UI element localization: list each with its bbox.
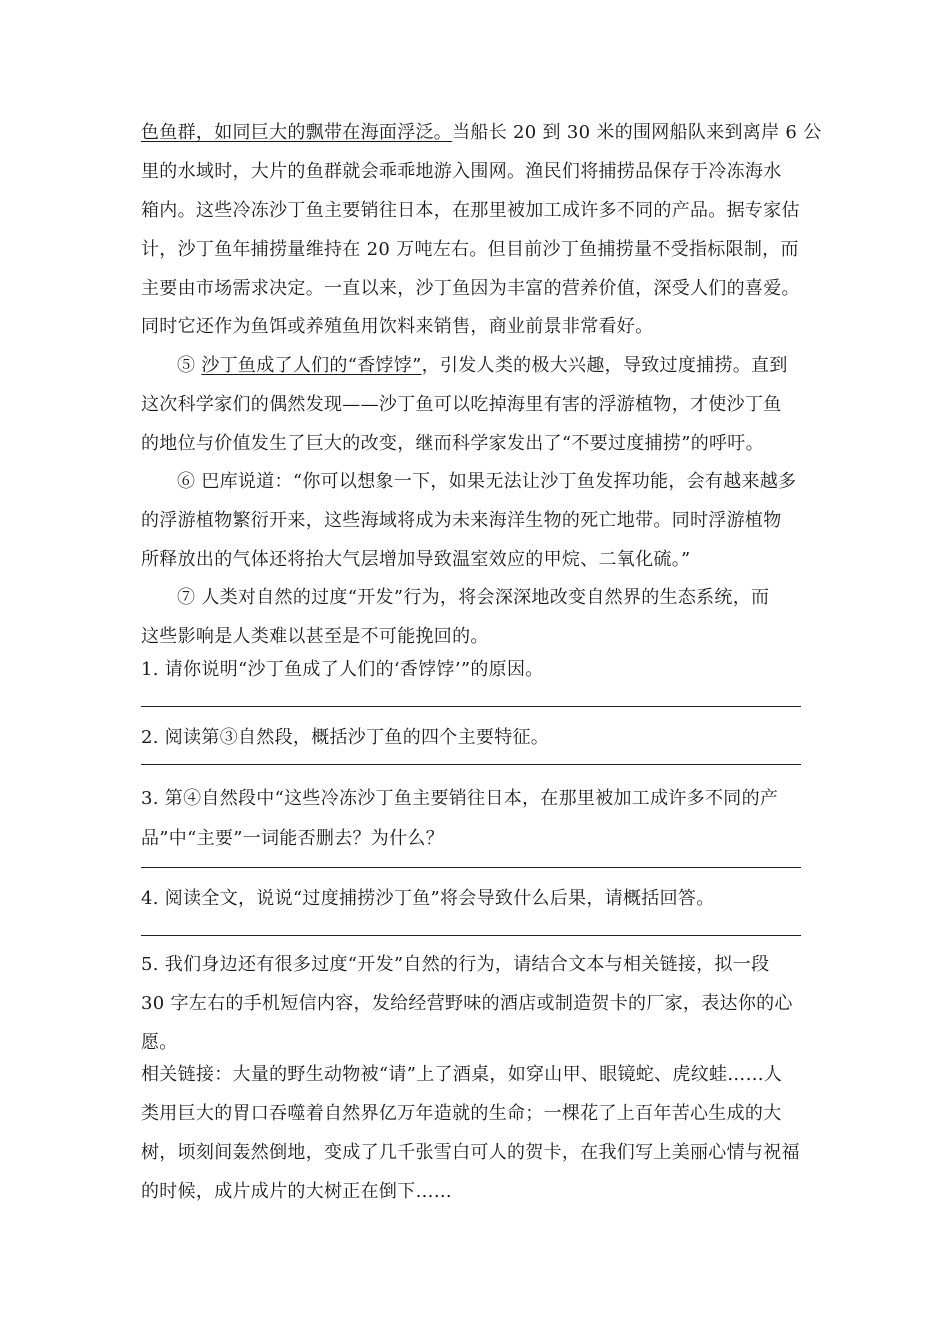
related-link-line: 树，顷刻间轰然倒地，变成了几千张雪白可人的贺卡，在我们写上美丽心情与祝福 — [141, 1142, 800, 1163]
question-3-line: 3. 第④自然段中“这些冷冻沙丁鱼主要销往日本，在那里被加工成许多不同的产 — [141, 788, 779, 809]
paragraph-4-line: 里的水域时，大片的鱼群就会乖乖地游入围网。渔民们将捕捞品保存于冷冻海水 — [141, 161, 782, 182]
answer-line-4[interactable] — [141, 935, 801, 936]
paragraph-4-line: 同时它还作为鱼饵或养殖鱼用饮料来销售，商业前景非常看好。 — [141, 316, 654, 337]
paragraph-6-line: ⑥ 巴库说道：“你可以想象一下，如果无法让沙丁鱼发挥功能，会有越来越多 — [177, 471, 797, 492]
question-5-line: 5. 我们身边还有很多过度“开发”自然的行为，请结合文本与相关链接，拟一段 — [141, 954, 770, 975]
answer-line-1[interactable] — [141, 706, 801, 707]
paragraph-4-line: 主要由市场需求决定。一直以来，沙丁鱼因为丰富的营养价值，深受人们的喜爱。 — [141, 278, 800, 299]
paragraph-5-line: ⑤ 沙丁鱼成了人们的“香饽饽”，引发人类的极大兴趣，导致过度捕捞。直到 — [177, 355, 788, 376]
question-5-line: 30 字左右的手机短信内容，发给经营野味的酒店或制造贺卡的厂家，表达你的心 — [141, 993, 793, 1014]
paragraph-5-line: 的地位与价值发生了巨大的改变，继而科学家发出了“不要过度捕捞”的呼吁。 — [141, 433, 764, 454]
question-5-line: 愿。 — [141, 1032, 178, 1053]
question-4: 4. 阅读全文，说说“过度捕捞沙丁鱼”将会导致什么后果，请概括回答。 — [141, 888, 715, 909]
question-1: 1. 请你说明“沙丁鱼成了人们的‘香饽饽’”的原因。 — [141, 659, 544, 680]
paragraph-4-line: 箱内。这些冷冻沙丁鱼主要销往日本，在那里被加工成许多不同的产品。据专家估 — [141, 200, 800, 221]
underlined-phrase: 沙丁鱼成了人们的“香饽饽” — [201, 355, 422, 376]
question-2: 2. 阅读第③自然段，概括沙丁鱼的四个主要特征。 — [141, 727, 550, 748]
related-link-line: 相关链接：大量的野生动物被“请”上了酒桌，如穿山甲、眼镜蛇、虎纹蛙……人 — [141, 1064, 783, 1085]
question-3-line: 品”中“主要”一词能否删去？为什么？ — [141, 828, 445, 849]
paragraph-7-line: 这些影响是人类难以甚至是不可能挽回的。 — [141, 626, 489, 647]
answer-line-2[interactable] — [141, 764, 801, 765]
paragraph-4-line: 计，沙丁鱼年捕捞量维持在 20 万吨左右。但目前沙丁鱼捕捞量不受指标限制，而 — [141, 239, 799, 260]
paragraph-4-line: 色鱼群，如同巨大的飘带在海面浮泛。当船长 20 到 30 米的围网船队来到离岸 6 公 — [141, 122, 822, 143]
paragraph-6-line: 的浮游植物繁衍开来，这些海域将成为未来海洋生物的死亡地带。同时浮游植物 — [141, 510, 782, 531]
paragraph-5-line: 这次科学家们的偶然发现——沙丁鱼可以吃掉海里有害的浮游植物，才使沙丁鱼 — [141, 394, 782, 415]
related-link-line: 的时候，成片成片的大树正在倒下…… — [141, 1181, 453, 1202]
answer-line-3[interactable] — [141, 867, 801, 868]
related-link-line: 类用巨大的胃口吞噬着自然界亿万年造就的生命；一棵花了上百年苦心生成的大 — [141, 1103, 782, 1124]
paragraph-6-line: 所释放出的气体还将抬大气层增加导致温室效应的甲烷、二氧化硫。” — [141, 549, 691, 570]
underlined-phrase: 色鱼群，如同巨大的飘带在海面浮泛。 — [141, 122, 453, 143]
paragraph-7-line: ⑦ 人类对自然的过度“开发”行为，将会深深地改变自然界的生态系统，而 — [177, 587, 770, 608]
